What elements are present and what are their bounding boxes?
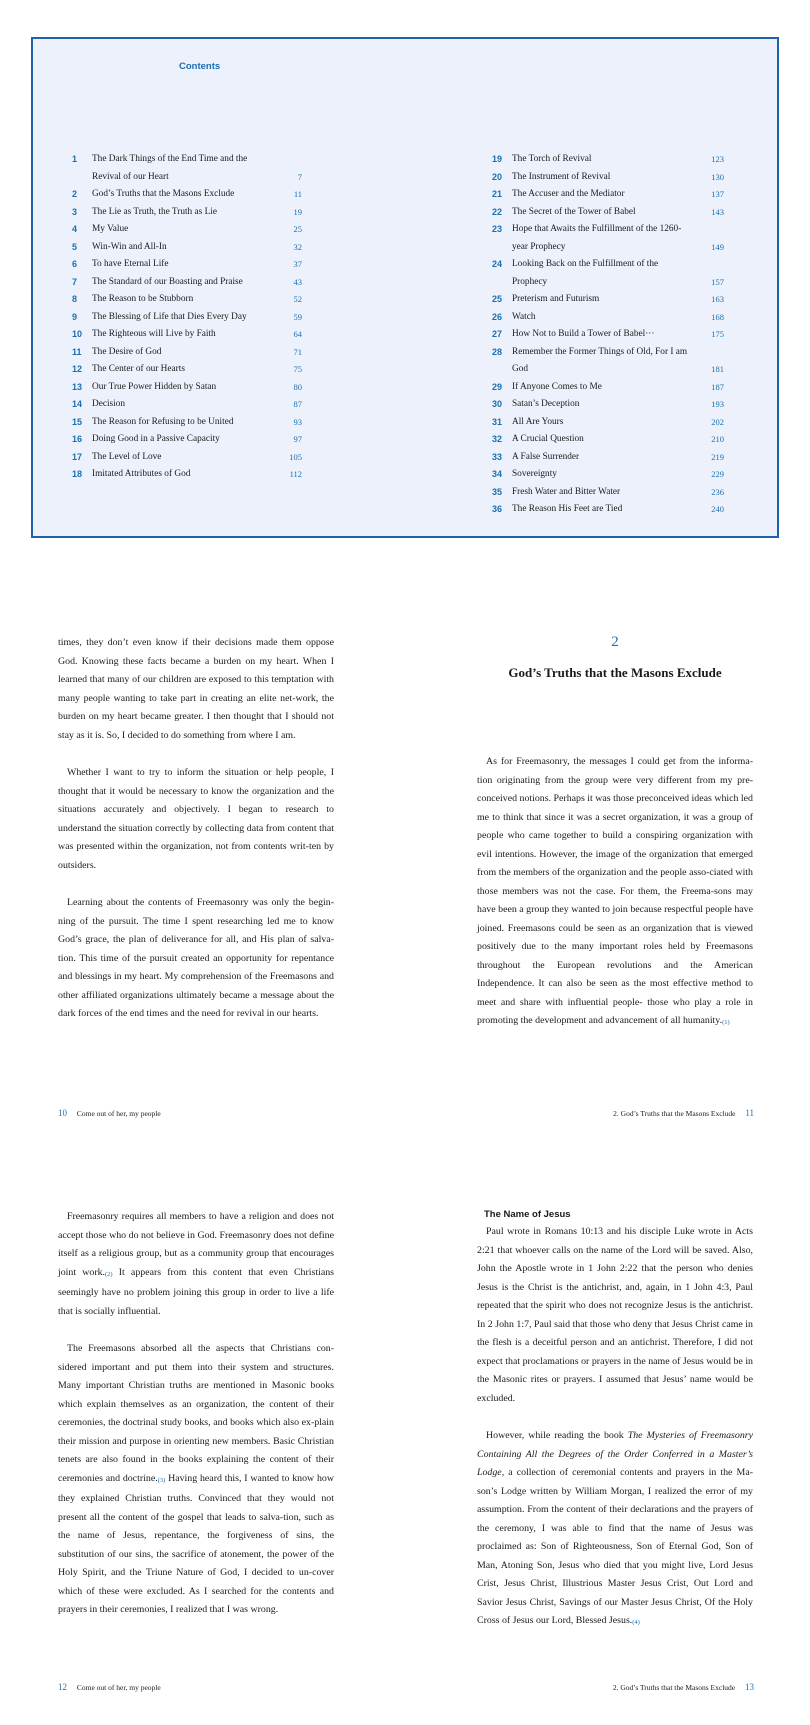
page-number: 7 xyxy=(297,171,302,182)
running-title: 2. God’s Truths that the Masons Exclude xyxy=(613,1109,736,1118)
chapter-number: 8 xyxy=(72,294,78,304)
page-number: 202 xyxy=(711,416,724,427)
paragraph-text: It appears from this content that even Christians seemingly have no problem joining this group in order to live a life that is socially influential. xyxy=(58,1266,334,1317)
page-number: 93 xyxy=(293,416,302,427)
contents-entry[interactable] xyxy=(72,344,302,362)
contents-entry[interactable] xyxy=(72,466,302,484)
chapter-number: 3 xyxy=(72,206,78,217)
chapter-number: 33 xyxy=(492,451,503,462)
paragraph xyxy=(58,1208,334,1321)
chapter-number: 34 xyxy=(492,469,503,479)
page-number: 19 xyxy=(293,206,302,217)
contents-entry[interactable] xyxy=(492,501,724,519)
paragraph: Learning about the contents of Freemasonry was only the begin-ning of the pursuit. The time I spent researching led me to know God’s grace, the plan of deliverance for all, and His plan of salva-tion. This time of the pursuit created an opportunity for repentance and blessings in my heart. My comprehension of the Freemasons and other affiliated organizations ultimately became a message about the dark forces of the end times and the need for revival in our hearts. xyxy=(58,897,334,1019)
chapter-title: Remember the Former Things of Old, For I am God xyxy=(512,346,688,374)
contents-entry[interactable] xyxy=(72,361,302,379)
chapter-number: 24 xyxy=(492,259,503,269)
contents-entry[interactable] xyxy=(492,204,724,222)
page-footer-left xyxy=(58,1108,161,1118)
chapter-number: 26 xyxy=(492,311,503,322)
page-12 xyxy=(58,1208,334,1620)
page-number: 112 xyxy=(289,469,302,479)
chapter-number: 32 xyxy=(492,434,503,444)
chapter-number: 11 xyxy=(72,346,82,357)
chapter-number: 31 xyxy=(492,416,503,427)
page-number: 37 xyxy=(293,259,302,269)
chapter-number: 14 xyxy=(72,399,83,409)
contents-entry[interactable] xyxy=(72,379,302,397)
chapter-number: 4 xyxy=(72,224,78,234)
contents-entry[interactable] xyxy=(492,309,724,327)
contents-entry[interactable] xyxy=(72,221,302,239)
chapter-title: Doing Good in a Passive Capacity xyxy=(92,434,220,444)
contents-entry[interactable] xyxy=(492,484,724,502)
chapter-number: 21 xyxy=(492,189,503,199)
page-number: 143 xyxy=(711,206,724,217)
chapter-title: God’s Truths that the Masons Exclude xyxy=(508,665,722,680)
chapter-number: 20 xyxy=(492,171,503,182)
paragraph-text: The Freemasons absorbed all the aspects that Christians con-sidered important and put them into their system and structures. Many important Christian truths are mentioned in Masonic books which explain themselves as an organization, the content of their ceremonies, the doctrinal study books, and books which also ex-plain their mission and purpose in orienting new members. Basic Christian tenets are also found in the books explaining the content of their ceremonies and doctrine. xyxy=(58,1343,334,1484)
page-number: 59 xyxy=(293,311,302,322)
page-number: 168 xyxy=(711,311,724,322)
chapter-title: The Torch of Revival xyxy=(512,154,592,164)
page-number: 130 xyxy=(711,171,724,182)
chapter-number: 19 xyxy=(492,154,503,164)
contents-entry[interactable] xyxy=(72,186,302,204)
page-number: 219 xyxy=(711,451,724,462)
contents-entry[interactable] xyxy=(492,256,724,291)
chapter-title: My Value xyxy=(92,224,129,234)
chapter-number: 13 xyxy=(72,381,83,392)
chapter-title: The Accuser and the Mediator xyxy=(512,189,625,199)
paragraph xyxy=(477,1427,753,1633)
contents-entry[interactable] xyxy=(72,396,302,414)
page-13 xyxy=(477,1207,753,1633)
chapter-title: If Anyone Comes to Me xyxy=(512,381,602,392)
chapter-title: The Standard of our Boasting and Praise xyxy=(92,276,243,287)
page-number: 75 xyxy=(293,364,302,374)
contents-panel xyxy=(31,37,779,538)
page-number: 236 xyxy=(711,486,724,497)
page-number: 157 xyxy=(711,276,724,287)
page-number: 80 xyxy=(293,381,302,392)
contents-entry[interactable] xyxy=(492,326,724,344)
chapter-title: The Reason to be Stubborn xyxy=(92,294,194,304)
chapter-title: Win-Win and All-In xyxy=(92,241,167,252)
paragraph xyxy=(58,1340,334,1620)
page-number: 240 xyxy=(711,504,724,514)
chapter-number: 28 xyxy=(492,346,503,357)
chapter-title: The Desire of God xyxy=(92,346,162,357)
chapter-number: 18 xyxy=(72,469,83,479)
page-footer-left xyxy=(58,1682,161,1692)
chapter-number: 27 xyxy=(492,329,503,339)
page-number: 87 xyxy=(293,399,302,409)
page-number: 149 xyxy=(711,241,724,252)
book-title: The Mysteries of Freemasonry Containing All the Degrees of the Order Conferred in a Master’s Lodge xyxy=(477,1430,753,1478)
page-number: 13 xyxy=(745,1682,754,1692)
chapter-title: Our True Power Hidden by Satan xyxy=(92,381,217,392)
contents-entry[interactable] xyxy=(72,414,302,432)
chapter-title: The Reason His Feet are Tied xyxy=(512,504,623,514)
paragraph-text: , a collection of ceremonial contents and prayers in the Ma-son’s Lodge written by William Morgan, I realized the error of my assumption. From the content of their declarations and the prayers of the ceremony, I was able to find that the name of Jesus was proclaimed as: Son of Righteousness, Son of Eternal God, Son of Man, Atoning Son, Jesus who died that you might live, Lord Jesus Crist, Jesus Christ, Illustrious Master Jesus Crist, Out Lord and Savior Jesus Christ, Savings of our Master Jesus Christ, Of the Holy Cross of Jesus our Lord, Blessed Jesus. xyxy=(477,1467,753,1626)
chapter-title: How Not to Build a Tower of Babel··· xyxy=(512,329,655,339)
chapter-title: The Center of our Hearts xyxy=(92,364,185,374)
chapter-title: The Lie as Truth, the Truth as Lie xyxy=(92,206,217,217)
chapter-number: 17 xyxy=(72,451,83,462)
page-number: 181 xyxy=(711,364,724,374)
page-number: 229 xyxy=(711,469,724,479)
chapter-title: The Secret of the Tower of Babel xyxy=(512,206,636,217)
chapter-number: 2 xyxy=(72,189,78,199)
chapter-title: God’s Truths that the Masons Exclude xyxy=(92,189,235,199)
page-number: 175 xyxy=(711,329,724,339)
contents-entry[interactable] xyxy=(492,431,724,449)
contents-entry[interactable] xyxy=(492,344,724,379)
page-number: 32 xyxy=(293,241,302,252)
page-number: 52 xyxy=(293,294,302,304)
footnote-marker: (2) xyxy=(105,1270,113,1278)
chapter-title: The Dark Things of the End Time and the Revival of our Heart xyxy=(92,154,248,182)
paragraph-text: Freemasonry requires all members to have a religion and does not accept those who do not believe in God. Freemasonry does not define itself as a religious group, but as a community group that encourages joint work. xyxy=(58,1211,334,1278)
footnote-marker: (4) xyxy=(632,1619,640,1626)
contents-entry[interactable] xyxy=(492,414,724,432)
contents-entry[interactable] xyxy=(492,291,724,309)
contents-entry[interactable] xyxy=(72,449,302,467)
page-11 xyxy=(477,634,753,1033)
page-number: 10 xyxy=(58,1108,67,1118)
contents-entry[interactable] xyxy=(492,379,724,397)
chapter-number: 35 xyxy=(492,486,503,497)
chapter-title: A False Surrender xyxy=(512,451,580,462)
running-title: Come out of her, my people xyxy=(76,1683,161,1692)
footnote-marker: (3) xyxy=(157,1476,166,1484)
contents-entry[interactable] xyxy=(492,186,724,204)
page-number: 43 xyxy=(293,276,302,287)
chapter-title: The Reason for Refusing to be United xyxy=(92,416,234,427)
page-number: 137 xyxy=(711,189,724,199)
chapter-title: The Level of Love xyxy=(92,451,162,462)
chapter-title: The Instrument of Revival xyxy=(512,171,611,182)
chapter-title: Decision xyxy=(92,399,126,409)
contents-entry[interactable] xyxy=(72,431,302,449)
chapter-number: 16 xyxy=(72,434,83,444)
chapter-number: 10 xyxy=(72,329,83,339)
contents-entry[interactable] xyxy=(72,204,302,222)
page-number: 11 xyxy=(745,1108,754,1118)
chapter-number: 1 xyxy=(72,154,78,164)
page-footer-right xyxy=(613,1108,754,1118)
contents-heading: Contents xyxy=(179,61,221,72)
chapter-number: 2 xyxy=(611,634,619,650)
contents-entry[interactable] xyxy=(492,169,724,187)
chapter-title: The Righteous will Live by Faith xyxy=(92,329,216,339)
chapter-number: 29 xyxy=(492,381,503,392)
chapter-title: All Are Yours xyxy=(512,416,564,427)
chapter-number: 23 xyxy=(492,224,503,234)
contents-entry[interactable] xyxy=(72,291,302,309)
page-number: 193 xyxy=(711,399,724,409)
page-number: 210 xyxy=(711,434,724,444)
contents-entry[interactable] xyxy=(72,309,302,327)
contents-entry[interactable] xyxy=(72,274,302,292)
chapter-number: 9 xyxy=(72,311,78,322)
chapter-number: 36 xyxy=(492,504,503,514)
contents-entry[interactable] xyxy=(72,239,302,257)
page-number: 12 xyxy=(58,1682,67,1692)
chapter-number: 5 xyxy=(72,241,78,252)
page-number: 11 xyxy=(293,189,302,199)
page-number: 64 xyxy=(293,329,302,339)
contents-entry[interactable] xyxy=(492,396,724,414)
chapter-number: 7 xyxy=(72,276,78,287)
chapter-number: 6 xyxy=(72,259,78,269)
paragraph-text: Having heard this, I wanted to know how they explained Christian truths. Convinced that they would not present all the content of the gospel that leads to salva-tion, such as the name of Jesus, repentance, the forgiveness of sins, the substitution of our sins, the sacrifice of atonement, the power of the Holy Spirit, and the Triune Nature of God, I decided to un-cover which of these were excluded. As I searched for the contents and prayers in their ceremonies, I realized that I was wrong. xyxy=(58,1472,334,1615)
contents-entry[interactable] xyxy=(492,449,724,467)
contents-entry[interactable] xyxy=(492,221,724,256)
contents-column-left xyxy=(72,151,302,484)
page-number: 105 xyxy=(289,451,302,462)
section-heading: The Name of Jesus xyxy=(484,1209,571,1220)
page-number: 97 xyxy=(293,434,302,444)
chapter-title: Preterism and Futurism xyxy=(512,294,600,304)
chapter-title: Imitated Attributes of God xyxy=(92,469,191,479)
page-number: 163 xyxy=(711,294,724,304)
chapter-number: 22 xyxy=(492,206,503,217)
contents-entry[interactable] xyxy=(492,151,724,169)
contents-entry[interactable] xyxy=(72,326,302,344)
paragraph-text: As for Freemasonry, the messages I could get from the informa-tion originating from the group were very different from my pre-conceived notions. Perhaps it was those preconceived ideas which led me to think that since it was a secret organization, it was a group of people who came together to build a conspiring organization with evil intentions. However, the image of the organization that emerged from the members of the organization and the people asso-ciated with those members was not the case. For them, the Freema-sons may have been a group they wanted to join because respectful people have joined. Freemasons could be seen as an organization that is viewed positively due to the many important roles held by Freemasons throughout the European revolutions and the American Independence. It can also be seen as the most effective method to meet and share with influential people- those who play a role in promoting the development and advancement of all humanity. xyxy=(477,756,753,1026)
chapter-title: Sovereignty xyxy=(512,469,557,479)
paragraph: times, they don’t even know if their decisions made them oppose God. Knowing these facts became a burden on my heart. When I learned that many of our children are exposed to this temptation with many people wanting to take part in creating an elite net-work, the burden on my heart became greater. I then thought that I should not stay as it is. So, I decided to do something from where I am. xyxy=(58,637,334,741)
contents-entry[interactable] xyxy=(492,466,724,484)
chapter-title: Satan’s Deception xyxy=(512,399,580,409)
page-number: 187 xyxy=(711,381,724,392)
paragraph: Whether I want to try to inform the situation or help people, I thought that it would be necessary to know the organization and the situations accurately and objectively. I began to research to understand the situation correctly by collecting data from content that was presented within the organization, not from contents writ-ten by outsiders. xyxy=(58,767,334,871)
page-number: 25 xyxy=(293,224,302,234)
running-title: 2. God’s Truths that the Masons Exclude xyxy=(612,1683,736,1692)
chapter-title: To have Eternal Life xyxy=(92,259,169,269)
page-10 xyxy=(58,634,334,1024)
contents-entry[interactable] xyxy=(72,256,302,274)
chapter-title: A Crucial Question xyxy=(512,434,584,444)
chapter-title: Fresh Water and Bitter Water xyxy=(512,486,621,497)
page-number: 71 xyxy=(293,346,302,357)
chapter-title: Looking Back on the Fulfillment of the Prophecy xyxy=(512,259,659,287)
contents-column-right xyxy=(492,151,724,519)
chapter-number: 30 xyxy=(492,399,503,409)
page-footer-right xyxy=(613,1682,754,1692)
contents-entry[interactable] xyxy=(72,151,302,186)
chapter-number: 15 xyxy=(72,416,83,427)
chapter-title: Watch xyxy=(512,311,536,322)
paragraph: Paul wrote in Romans 10:13 and his disciple Luke wrote in Acts 2:21 that whoever calls on the name of the Lord will be saved. Also, John the Apostle wrote in 1 John 2:22 that the person who denies Jesus is the Christ is the antichrist, and, again, in 1 John 4:3, Paul repeated that the spirit who does not recognize Jesus is the antichrist. In 2 John 1:7, Paul said that those who deny that Jesus Christ came in the flesh is a deceitful person and an antichrist. Therefore, I did not expect that proclamations or prayers in the name of Jesus would be in the Masonic rites or prayers. I assumed that Jesus’ name would be excluded. xyxy=(477,1226,753,1404)
page-number: 123 xyxy=(711,154,724,164)
paragraph xyxy=(477,753,753,1033)
chapter-number: 12 xyxy=(72,364,83,374)
paragraph-text: However, while reading the book xyxy=(486,1430,628,1441)
running-title: Come out of her, my people xyxy=(76,1109,161,1118)
chapter-number: 25 xyxy=(492,294,503,304)
chapter-title: Hope that Awaits the Fulfillment of the 1260-year Prophecy xyxy=(512,224,682,252)
chapter-title: The Blessing of Life that Dies Every Day xyxy=(92,311,247,322)
footnote-marker: (1) xyxy=(722,1019,730,1026)
